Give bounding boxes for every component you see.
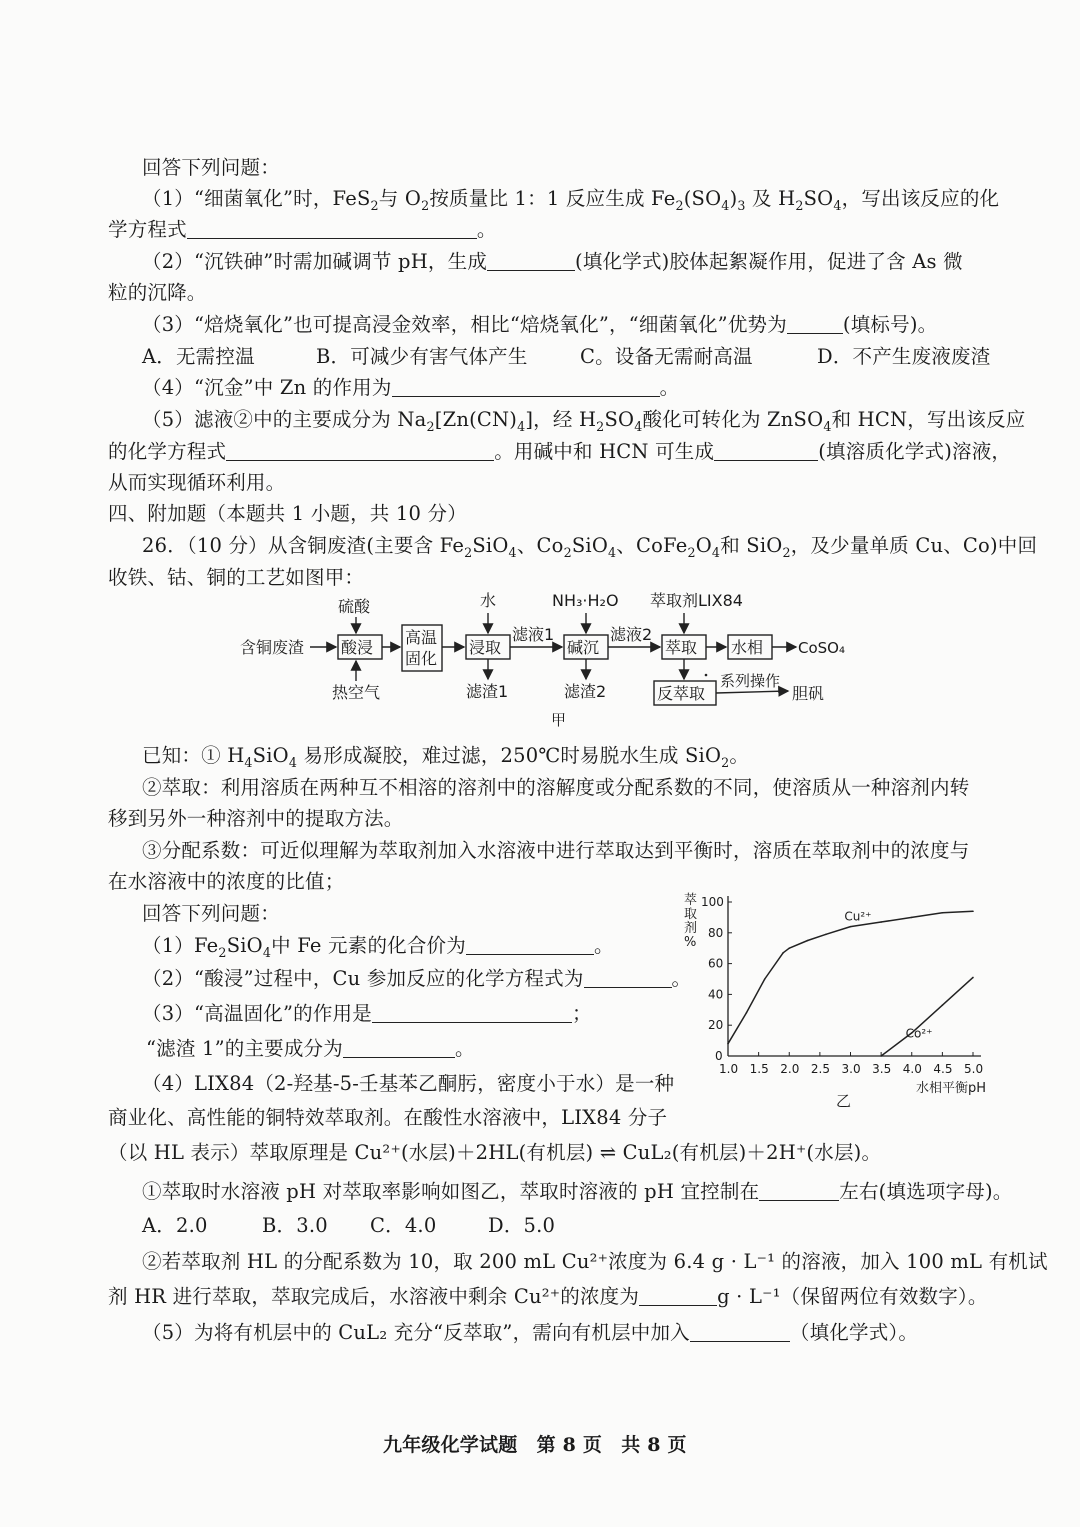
x-axis-label: 水相平衡pH <box>916 1081 987 1096</box>
data-point <box>942 1004 944 1006</box>
answer-blank[interactable] <box>226 442 494 461</box>
flow-fix-label-2: 固化 <box>405 649 438 668</box>
intro-text: 回答下列问题： <box>142 156 280 179</box>
data-point <box>972 977 974 979</box>
flow-ammonia-label: NH₃·H₂O <box>552 591 619 610</box>
flow-water-label: 水 <box>480 591 497 610</box>
sub-question-3-line2: “滤渣 1”的主要成分为 。 <box>146 1037 475 1060</box>
sub-question-3-line1: （3）“高温固化”的作用是 ； <box>142 1002 592 1025</box>
data-point <box>782 952 784 954</box>
answer-blank[interactable] <box>690 1323 790 1342</box>
y-tick-label: 60 <box>708 956 724 971</box>
data-point <box>727 1043 729 1045</box>
data-point <box>880 921 882 923</box>
sub-question-4-part2-line2: 剂 HR 进行萃取，萃取完成后，水溶液中剩余 Cu²⁺的浓度为 g · L⁻¹（保留两位有效数字）。 <box>108 1285 988 1308</box>
flow-source-label: 含铜废渣 <box>240 638 305 657</box>
y-axis-label-char: % <box>684 935 697 950</box>
question-26-line2: 收铁、钴、铜的工艺如图甲： <box>108 566 365 589</box>
flow-coso4-label: CoSO₄ <box>798 639 845 657</box>
known-3-line1: ③分配系数：可近似理解为萃取剂加入水溶液中进行萃取达到平衡时，溶质在萃取剂中的浓度与 <box>142 839 970 862</box>
y-axis-label-char: 剂 <box>684 921 698 936</box>
answer-blank[interactable] <box>392 378 660 397</box>
x-tick-label: 4.0 <box>902 1062 922 1076</box>
data-point <box>788 947 790 949</box>
y-axis-label <box>684 893 697 950</box>
answer-blank[interactable] <box>584 969 672 988</box>
section-heading: 四、附加题（本题共 1 小题，共 10 分） <box>108 502 467 525</box>
answer-blank[interactable] <box>372 1004 572 1023</box>
flow-caption: 甲 <box>551 711 567 729</box>
data-point <box>746 1012 748 1014</box>
answer-blank[interactable] <box>787 315 843 334</box>
data-point <box>972 910 974 912</box>
y-axis-label-char: 萃 <box>684 893 698 908</box>
series-label: Cu²⁺ <box>844 909 872 924</box>
y-tick-label: 40 <box>708 987 724 1002</box>
y-tick-label: 100 <box>701 895 724 909</box>
x-tick-label: 1.5 <box>749 1062 769 1076</box>
flow-back-label: 反萃取 <box>657 684 706 703</box>
question-3-option-c: C。设备无需耐高温 <box>580 345 753 368</box>
x-tick-label: 4.5 <box>933 1062 953 1076</box>
question-3-option-d: D．不产生废液废渣 <box>817 345 991 368</box>
series-label: Co²⁺ <box>905 1026 933 1041</box>
known-3-line2: 在水溶液中的浓度的比值； <box>108 870 345 893</box>
x-tick-label: 2.0 <box>780 1062 800 1076</box>
question-3-option-a: A．无需控温 <box>142 345 255 368</box>
y-tick-label: 20 <box>708 1018 724 1033</box>
data-point <box>880 1055 882 1057</box>
data-point <box>764 978 766 980</box>
sub-question-4-line2: 商业化、高性能的铜特效萃取剂。在酸性水溶液中，LIX84 分子 <box>108 1106 668 1129</box>
data-point <box>807 940 809 942</box>
sub-question-4-option-a: A．2.0 <box>142 1214 208 1237</box>
sub-question-4-line3: （以 HL 表示）萃取原理是 Cu²⁺(水层)＋2HL(有机层) ⇌ CuL₂(有机层)＋2H⁺(水层)。 <box>108 1141 882 1164</box>
flow-filtrate2-label: 滤液2 <box>610 625 653 644</box>
flow-aqueous-label: 水相 <box>731 638 764 657</box>
sub-question-4-part2-line1: ②若萃取剂 HL 的分配系数为 10，取 200 mL Cu²⁺浓度为 6.4 g · L⁻¹ 的溶液，加入 100 mL 有机试 <box>142 1250 1048 1273</box>
flow-soak-label: 浸取 <box>469 638 502 657</box>
answer-blank[interactable] <box>466 936 594 955</box>
chart-caption: 乙 <box>836 1092 852 1110</box>
sub-question-1: $(1)Fe_2SiO_4$中 Fe 元素的化合价为 。 <box>142 934 614 960</box>
question-5-line1: （5）滤液②中的主要成分为 $Na_2[Zn(CN)_4]$，经 $H_2SO_4$酸化可转化为 ZnSO$_4$和 HCN，写出该反应 <box>142 408 1026 434</box>
answer-blank[interactable] <box>187 220 477 239</box>
answer-blank[interactable] <box>343 1039 455 1058</box>
flow-vitriol-label: 胆矾 <box>792 684 825 703</box>
data-point <box>942 912 944 914</box>
series-line-1 <box>881 977 973 1056</box>
x-tick-label: 3.0 <box>841 1062 861 1076</box>
question-2-line2: 粒的沉降。 <box>108 281 207 304</box>
flow-series-label: 系列操作 <box>720 672 781 690</box>
question-3-option-b: B．可减少有害气体产生 <box>316 345 528 368</box>
flow-hot-air-label: 热空气 <box>332 683 381 702</box>
sub-question-2: （2）“酸浸”过程中，Cu 参加反应的化学方程式为 。 <box>142 967 692 990</box>
sub-question-4-line1: （4）LIX84（2-羟基-5-壬基苯乙酮肟，密度小于水）是一种 <box>142 1072 675 1095</box>
flow-residue2-label: 滤渣2 <box>564 682 607 701</box>
flow-filtrate1-label: 滤液1 <box>512 625 555 644</box>
flow-alkali-label: 碱沉 <box>567 638 600 657</box>
y-tick-label: 0 <box>715 1049 723 1063</box>
sub-question-4-part1: ①萃取时水溶液 pH 对萃取率影响如图乙，萃取时溶液的 pH 宜控制在 左右(填选项字母)。 <box>142 1180 1013 1203</box>
sub-question-4-option-c: C．4.0 <box>370 1214 437 1237</box>
question-1-line1: （1）“细菌氧化”时，FeS$_2$与 $O_2$按质量比 1：1 反应生成 $Fe_2(SO_4)_3$ 及 $H_2SO_4$，写出该反应的化 <box>142 187 1000 213</box>
flow-fix-label-1: 高温 <box>405 628 438 647</box>
x-tick-label: 2.5 <box>810 1062 830 1076</box>
question-5-line3: 从而实现循环利用。 <box>108 471 286 494</box>
question-26-line1: 26．（10 分）从含铜废渣(主要含 $Fe_2SiO_4$、$Co_2SiO_4$、$CoFe_2O_4$和 SiO$_2$，及少量单质 Cu、Co)中回 <box>142 534 1038 560</box>
question-1-line2: 学方程式 。 <box>108 218 497 241</box>
process-flow-diagram <box>230 585 870 730</box>
flow-residue1-label: 滤渣1 <box>466 682 509 701</box>
data-point <box>850 926 852 928</box>
answer-blank[interactable] <box>759 1182 839 1201</box>
y-axis-label-char: 取 <box>684 907 698 922</box>
x-tick-label: 3.5 <box>872 1062 892 1076</box>
question-3-line1: （3）“焙烧氧化”也可提高浸金效率，相比“焙烧氧化”，“细菌氧化”优势为 (填标号)。 <box>142 313 938 336</box>
flow-extractant-label: 萃取剂LIX84 <box>650 591 743 610</box>
sub-question-5: （5）为将有机层中的 CuL₂ 充分“反萃取”，需向有机层中加入 （填化学式）。 <box>142 1321 919 1344</box>
known-1: 已知：① $H_4SiO_4$ 易形成凝胶，难过滤，250℃时易脱水生成 SiO$_2$。 <box>142 744 750 770</box>
flow-leach-label: 酸浸 <box>341 638 374 657</box>
answer-blank[interactable] <box>487 252 575 271</box>
question-2-line1: （2）“沉铁砷”时需加碱调节 pH，生成 (填化学式)胶体起絮凝作用，促进了含 As 微 <box>142 250 963 273</box>
y-tick-label: 80 <box>708 925 724 940</box>
sub-question-4-option-d: D．5.0 <box>488 1214 556 1237</box>
x-tick-label: 1.0 <box>719 1062 739 1076</box>
flow-extract-label: 萃取 <box>665 638 698 657</box>
series-line-0 <box>728 911 973 1043</box>
answer-blank[interactable] <box>639 1287 717 1306</box>
question-4: （4）“沉金”中 Zn 的作用为 。 <box>142 376 680 399</box>
intro2-text: 回答下列问题： <box>142 902 280 925</box>
flow-acid-label: 硫酸 <box>338 597 371 616</box>
answer-blank[interactable] <box>714 442 818 461</box>
data-point <box>911 917 913 919</box>
x-tick-label: 5.0 <box>964 1062 984 1076</box>
known-2-line2: 移到另外一种溶剂中的提取方法。 <box>108 807 404 830</box>
question-5-line2: 的化学方程式 。用碱中和 HCN 可生成 (填溶质化学式)溶液， <box>108 440 1012 463</box>
page-footer: 九年级化学试题 第 8 页 共 8 页 <box>383 1434 687 1456</box>
known-2-line1: ②萃取：利用溶质在两种互不相溶的溶剂中的溶解度或分配系数的不同，使溶质从一种溶剂内转 <box>142 776 970 799</box>
extraction-rate-chart <box>660 884 1000 1114</box>
sub-question-4-option-b: B．3.0 <box>262 1214 328 1237</box>
data-point <box>825 934 827 936</box>
